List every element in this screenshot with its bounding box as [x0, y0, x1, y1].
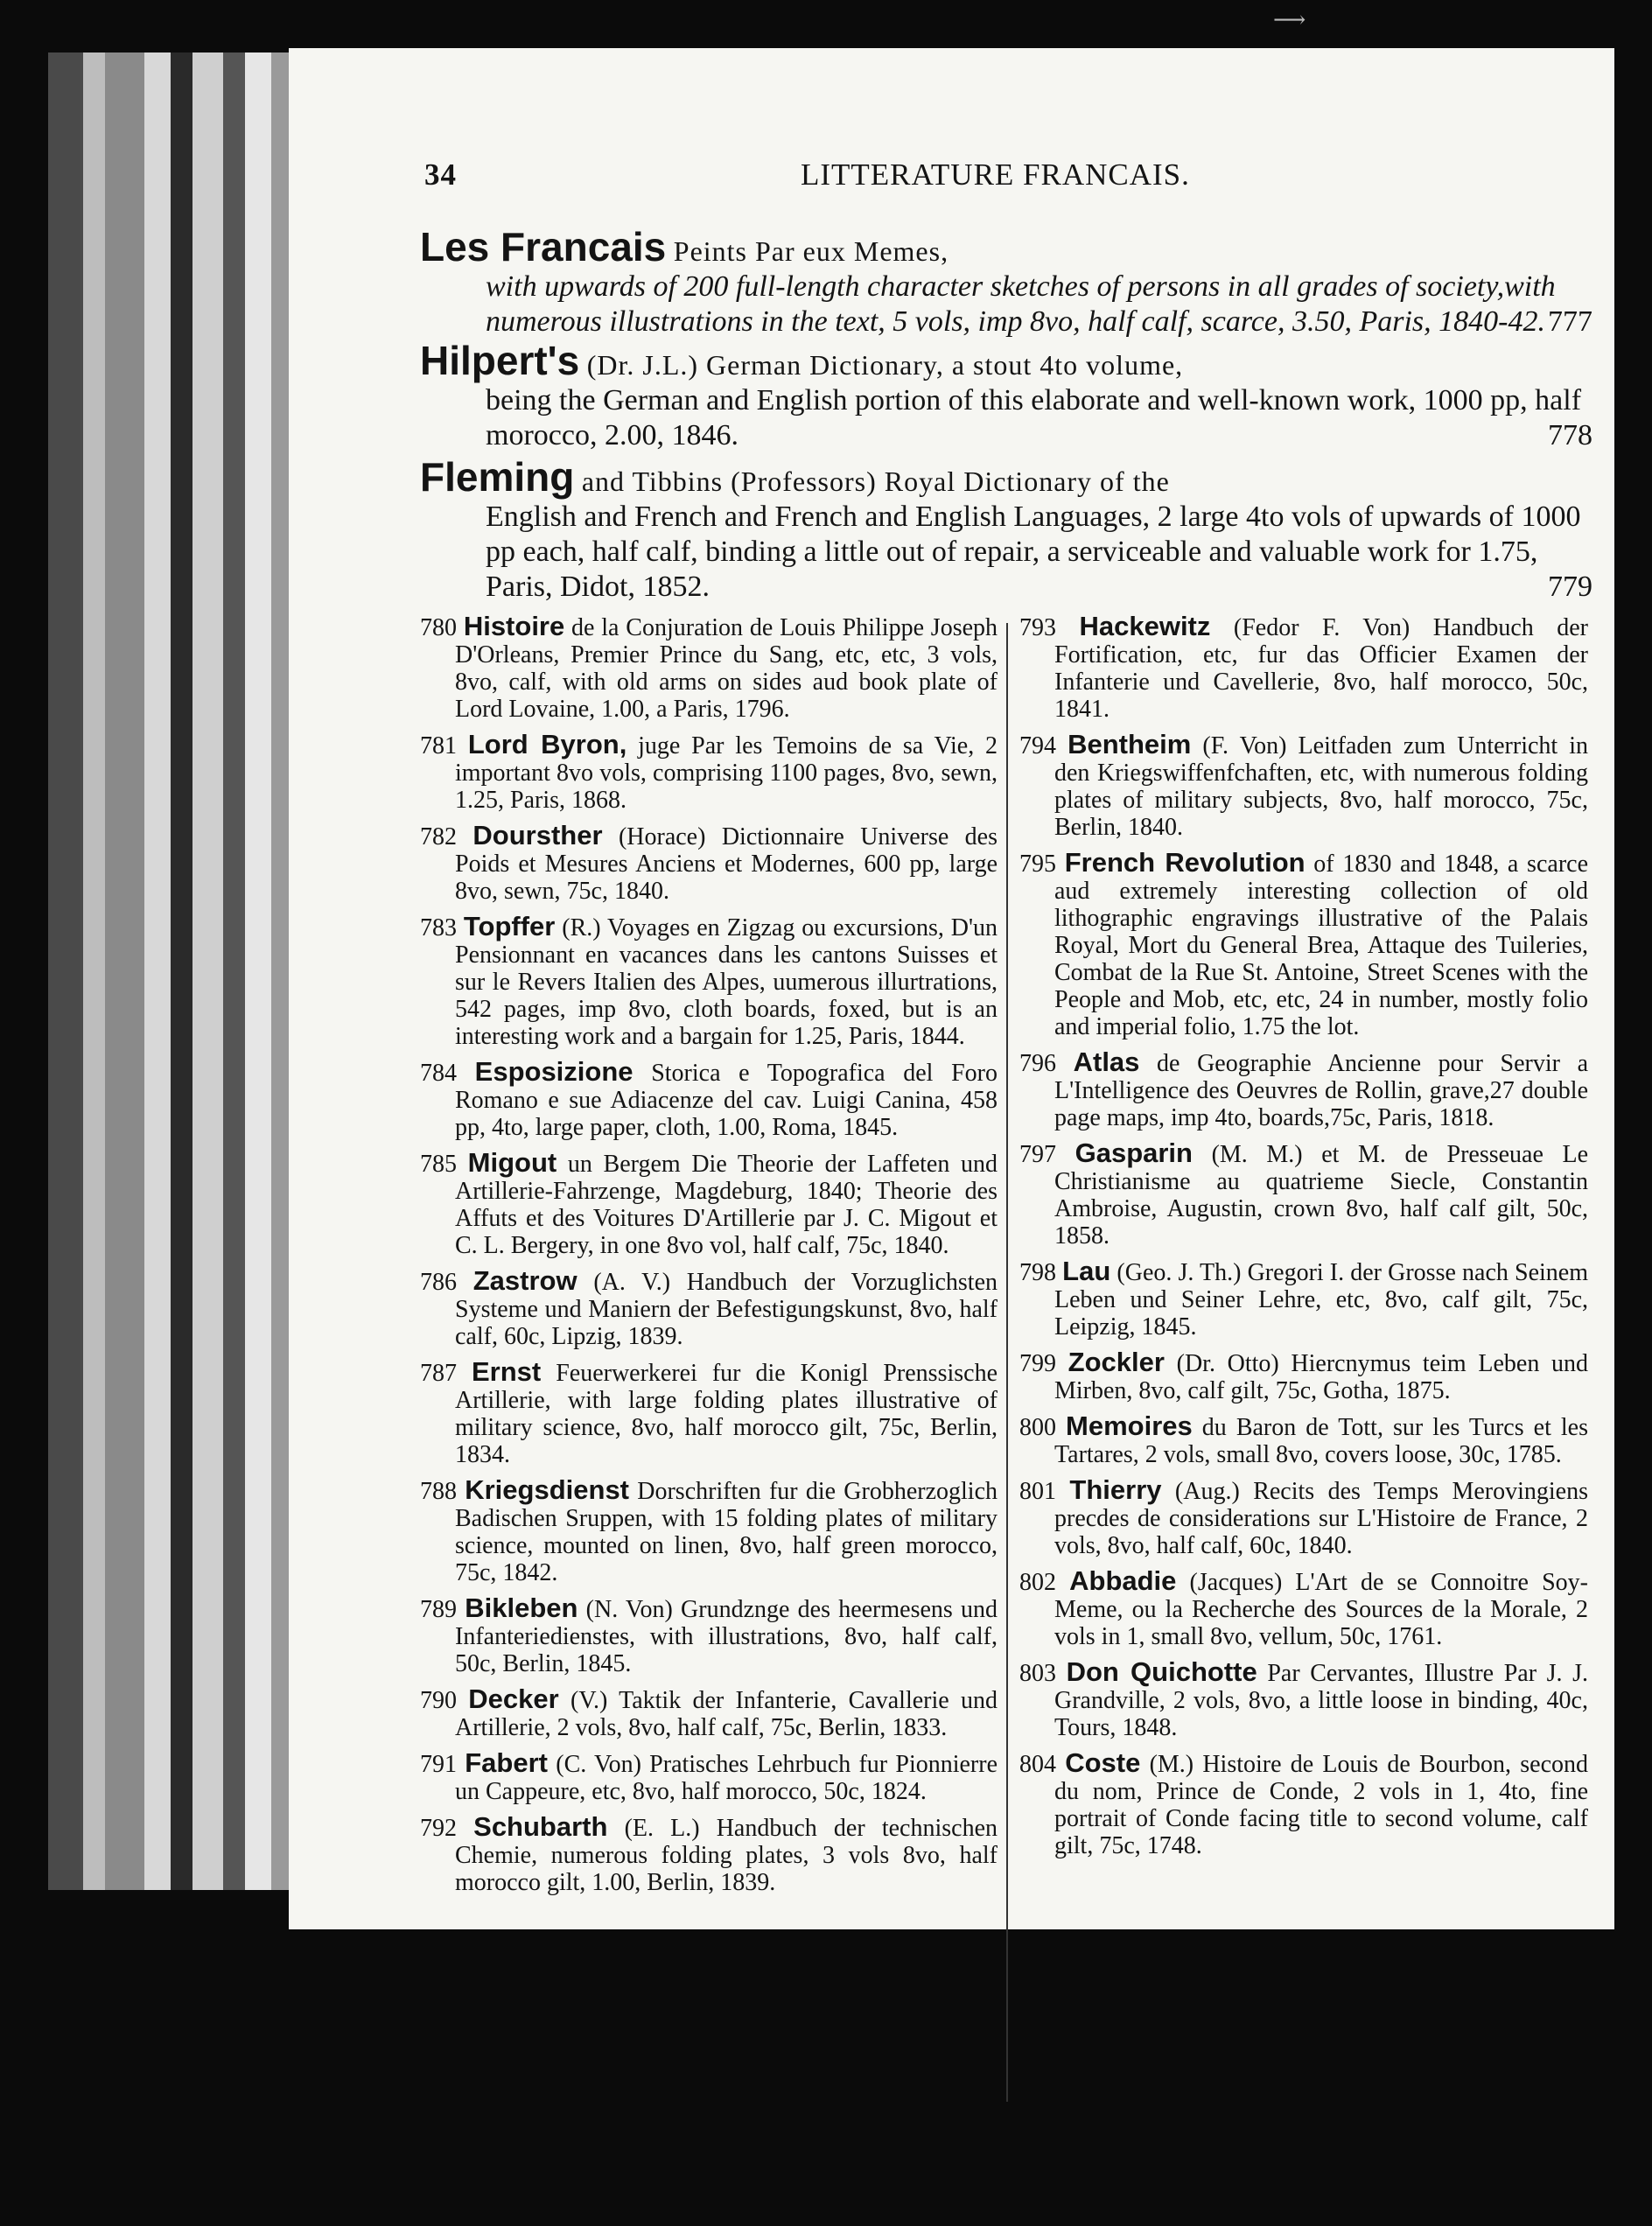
entry-headword: Gasparin [1074, 1138, 1193, 1168]
column-divider [1006, 623, 1008, 2102]
entry-headword: Fabert [465, 1747, 548, 1778]
entry-subtitle: and Tibbins (Professors) Royal Dictionary of the [581, 466, 1170, 497]
entry-text: (F. Von) Leitfaden zum Unterricht in den Kriegswiffenfchaften, etc, with numerous folding plates of military subjects, 8vo, half morocco, 75c, Berlin, 1840. [1054, 732, 1589, 841]
catalog-entry [1019, 612, 1588, 723]
entry-text: (M. M.) et M. de Presseuae Le Christianisme au quatrieme Siecle, Constantin Ambroise, Augustin, crown 8vo, half calf gilt, 50c, 1858. [1054, 1141, 1589, 1250]
entry-number: 789 [420, 1596, 457, 1623]
entry-number: 786 [420, 1269, 457, 1296]
catalog-entry [420, 731, 998, 814]
entry-headword: Esposizione [474, 1056, 634, 1087]
entry-text: juge Par les Temoins de sa Vie, 2 important 8vo vols, comprising 1100 pages, 8vo, sewn, 1.25, Paris, 1868. [455, 732, 998, 814]
lead-entry-778 [420, 338, 1592, 453]
entry-number: 787 [420, 1360, 457, 1387]
entry-text: (R.) Voyages en Zigzag ou excursions, D'un Pensionnant en vacances dans les cantons Suisses et sur le Revers Italien des Alpes, uumerous illurtrations, 542 pages, imp 8vo, cloth boards, foxed, but is an interesting work and a bargain for 1.25, Paris, 1844. [455, 914, 998, 1050]
entry-text: (C. Von) Pratisches Lehrbuch fur Pionnierre un Cappeure, etc, 8vo, half morocco, 50c, 1824. [455, 1751, 998, 1805]
entry-headword: French Revolution [1064, 847, 1306, 878]
entry-number: 792 [420, 1815, 457, 1842]
page-number: 34 [424, 158, 457, 192]
entry-number: 796 [1019, 1050, 1056, 1077]
book-page-edges [48, 52, 293, 1890]
catalog-entry [420, 822, 998, 905]
catalog-entry [420, 1813, 998, 1896]
entry-headword: Don Quichotte [1066, 1656, 1257, 1687]
entry-number: 783 [420, 914, 457, 942]
entry-number: 804 [1019, 1751, 1056, 1778]
entry-number: 782 [420, 823, 457, 850]
catalog-entry [420, 1685, 998, 1741]
entry-headword: Ernst [471, 1356, 542, 1387]
catalog-entry [1019, 849, 1588, 1040]
entry-number: 799 [1019, 1350, 1056, 1377]
entry-text: Par Cervantes, Illustre Par J. J. Grandville, 2 vols, 8vo, a little loose in binding, 40c, Tours, 1848. [1054, 1660, 1588, 1741]
lead-entry-779 [420, 454, 1592, 605]
entry-number: 781 [420, 732, 457, 760]
entry-heading: Les Francais [420, 224, 667, 270]
catalog-entry [1019, 1658, 1588, 1741]
entry-text: Dorschriften fur die Grobherzoglich Badischen Sruppen, with 15 folding plates of military science, mounted on linen, 8vo, half green morocco, 75c, 1842. [455, 1478, 998, 1586]
entry-body: being the German and English portion of this elaborate and well-known work, 1000 pp, half morocco, 2.00, 1846. [486, 384, 1582, 452]
entry-text: (Dr. Otto) Hiercnymus teim Leben und Mirben, 8vo, calf gilt, 75c, Gotha, 1875. [1054, 1350, 1588, 1404]
entry-headword: Topffer [463, 911, 556, 942]
entry-text: un Bergem Die Theorie der Laffeten und Artillerie-Fahrzenge, Magdeburg, 1840; Theorie des Affuts et des Voitures D'Artillerie par J. C. Migout et C. L. Bergery, in one 8vo vol, half calf, 75c, 1840. [455, 1151, 998, 1259]
entry-number: 785 [420, 1151, 457, 1178]
entry-number: 791 [420, 1751, 457, 1778]
entry-headword: Migout [467, 1147, 557, 1178]
entry-number: 803 [1019, 1660, 1056, 1687]
entry-text: (Aug.) Recits des Temps Merovingiens precdes de considerations sur L'Histoire de France, 2 vols, 8vo, half calf, 60c, 1840. [1054, 1478, 1588, 1559]
catalog-entry [420, 913, 998, 1050]
entry-number: 797 [1019, 1141, 1056, 1168]
entry-heading: Fleming [420, 454, 575, 500]
entry-headword: Zockler [1068, 1347, 1165, 1377]
entry-text: of 1830 and 1848, a scarce aud extremely interesting collection of old lithographic engravings illustrative of the Palais Royal, Mort du General Brea, Attaque des Tuileries, Combat de la Rue St. Antoine, Street Scenes with the People and Mob, etc, etc, 24 in number, mostly folio and imperial folio, 1.75 the lot. [1054, 850, 1588, 1040]
entry-text: (A. V.) Handbuch der Vorzuglichsten Systeme und Maniern der Befestigungskunst, 8vo, half calf, 60c, Lipzig, 1839. [455, 1269, 998, 1350]
right-column [1019, 612, 1588, 1867]
entry-text: (V.) Taktik der Infanterie, Cavallerie und Artillerie, 2 vols, 8vo, half calf, 75c, Berlin, 1833. [455, 1687, 998, 1741]
entry-text: (E. L.) Handbuch der technischen Chemie, numerous folding plates, 3 vols 8vo, half morocco gilt, 1.00, Berlin, 1839. [455, 1815, 998, 1896]
entry-text: (Horace) Dictionnaire Universe des Poids et Mesures Anciens et Modernes, 600 pp, large 8vo, sewn, 75c, 1840. [455, 823, 998, 905]
entry-text: (M.) Histoire de Louis de Bourbon, second du nom, Prince de Conde, 2 vols in 1, 4to, fine portrait of Conde facing title to second volume, calf gilt, 75c, 1748. [1054, 1751, 1589, 1859]
entry-number: 778 [1548, 419, 1592, 452]
entry-subtitle: (Dr. J.L.) German Dictionary, a stout 4to volume, [586, 349, 1184, 381]
entry-number: 801 [1019, 1478, 1056, 1505]
entry-text: (Fedor F. Von) Handbuch der Fortification, etc, fur das Officier Examen der Infanterie und Cavellerie, 8vo, half morocco, 50c, 1841. [1054, 614, 1589, 723]
entry-headword: Zastrow [472, 1265, 578, 1296]
catalog-entry [1019, 1476, 1588, 1559]
entry-number: 798 [1019, 1259, 1056, 1286]
catalog-entry [1019, 1412, 1588, 1468]
entry-number: 780 [420, 614, 457, 641]
entry-text: (Jacques) L'Art de se Connoitre Soy-Meme, ou la Recherche des Sources de la Morale, 2 vols in 1, small 8vo, vellum, 50c, 1761. [1054, 1569, 1588, 1650]
catalog-entry [420, 1267, 998, 1350]
entry-headword: Lau [1062, 1256, 1111, 1286]
entry-text: (N. Von) Grundznge des heermesens und Infanteriedienstes, with illustrations, 8vo, half calf, 50c, Berlin, 1845. [455, 1596, 998, 1677]
entry-heading: Hilpert's [420, 338, 580, 383]
entry-headword: Kriegsdienst [465, 1474, 630, 1505]
lead-entry-777 [420, 224, 1592, 340]
entry-number: 794 [1019, 732, 1056, 760]
page-title: LITTERATURE FRANCAIS. [801, 158, 1190, 192]
entry-headword: Doursther [472, 820, 603, 850]
entry-headword: Schubarth [473, 1811, 608, 1842]
catalog-entry [1019, 1048, 1588, 1131]
catalog-entry [1019, 1567, 1588, 1650]
entry-headword: Abbadie [1069, 1565, 1177, 1596]
entry-headword: Atlas [1073, 1046, 1140, 1077]
entry-subtitle: Peints Par eux Memes, [673, 235, 949, 267]
catalog-entry [1019, 1749, 1588, 1859]
catalog-entry [420, 1358, 998, 1468]
scan-mark-icon: ⟶ [1273, 7, 1306, 32]
entry-text: du Baron de Tott, sur les Turcs et les Tartares, 2 vols, small 8vo, covers loose, 30c, 1785. [1054, 1414, 1588, 1468]
entry-headword: Hackewitz [1079, 611, 1211, 641]
entry-number: 788 [420, 1478, 457, 1505]
entry-number: 802 [1019, 1569, 1056, 1596]
left-column [420, 612, 998, 1904]
entry-body: with upwards of 200 full-length character sketches of persons in all grades of society,with numerous illustrations in the text, 5 vols, imp 8vo, half calf, scarce, 3.50, Paris, 1840-42. [486, 270, 1556, 338]
entry-number: 800 [1019, 1414, 1056, 1441]
catalog-entry [1019, 731, 1588, 841]
running-header [424, 158, 1628, 201]
entry-number: 777 [1548, 305, 1592, 338]
catalog-entry [420, 1749, 998, 1805]
entry-body: English and French and French and English Languages, 2 large 4to vols of upwards of 1000 pp each, half calf, binding a little out of repair, a serviceable and valuable work for 1.75, Paris, Didot, 1852. [486, 500, 1581, 603]
entry-number: 779 [1548, 570, 1592, 603]
catalog-entry [1019, 1139, 1588, 1250]
entry-number: 795 [1019, 850, 1056, 878]
entry-headword: Bentheim [1068, 729, 1192, 760]
entry-text: de la Conjuration de Louis Philippe Joseph D'Orleans, Premier Prince du Sang, etc, etc, 3 vols, 8vo, calf, with old arms on sides aud book plate of Lord Lovaine, 1.00, a Paris, 1796. [455, 614, 998, 723]
entry-text: Feuerwerkerei fur die Konigl Prenssische Artillerie, with large folding plates illustrative of military science, 8vo, half morocco gilt, 75c, Berlin, 1834. [455, 1360, 998, 1468]
entry-text: de Geographie Ancienne pour Servir a L'Intelligence des Oeuvres de Rollin, grave,27 double page maps, imp 4to, boards,75c, Paris, 1818. [1054, 1050, 1589, 1131]
catalog-entry [420, 612, 998, 723]
catalog-entry [1019, 1257, 1588, 1340]
entry-headword: Memoires [1066, 1410, 1193, 1441]
entry-text: Storica e Topografica del Foro Romano e sue Adiacenze del cav. Luigi Canina, 458 pp, 4to, large paper, cloth, 1.00, Roma, 1845. [455, 1060, 998, 1141]
catalog-entry [420, 1476, 998, 1586]
entry-headword: Bikleben [465, 1592, 578, 1623]
entry-headword: Decker [468, 1684, 559, 1714]
catalog-entry [1019, 1348, 1588, 1404]
entry-number: 784 [420, 1060, 457, 1087]
entry-headword: Lord Byron, [467, 729, 627, 760]
entry-text: (Geo. J. Th.) Gregori I. der Grosse nach Seinem Leben und Seiner Lehre, etc, 8vo, calf gilt, 75c, Leipzig, 1845. [1054, 1259, 1589, 1340]
entry-headword: Histoire [463, 611, 565, 641]
entry-number: 790 [420, 1687, 457, 1714]
entry-headword: Thierry [1069, 1474, 1162, 1505]
entry-headword: Coste [1065, 1747, 1141, 1778]
catalog-entry [420, 1058, 998, 1141]
catalog-entry [420, 1594, 998, 1677]
catalog-entry [420, 1149, 998, 1259]
entry-number: 793 [1019, 614, 1056, 641]
